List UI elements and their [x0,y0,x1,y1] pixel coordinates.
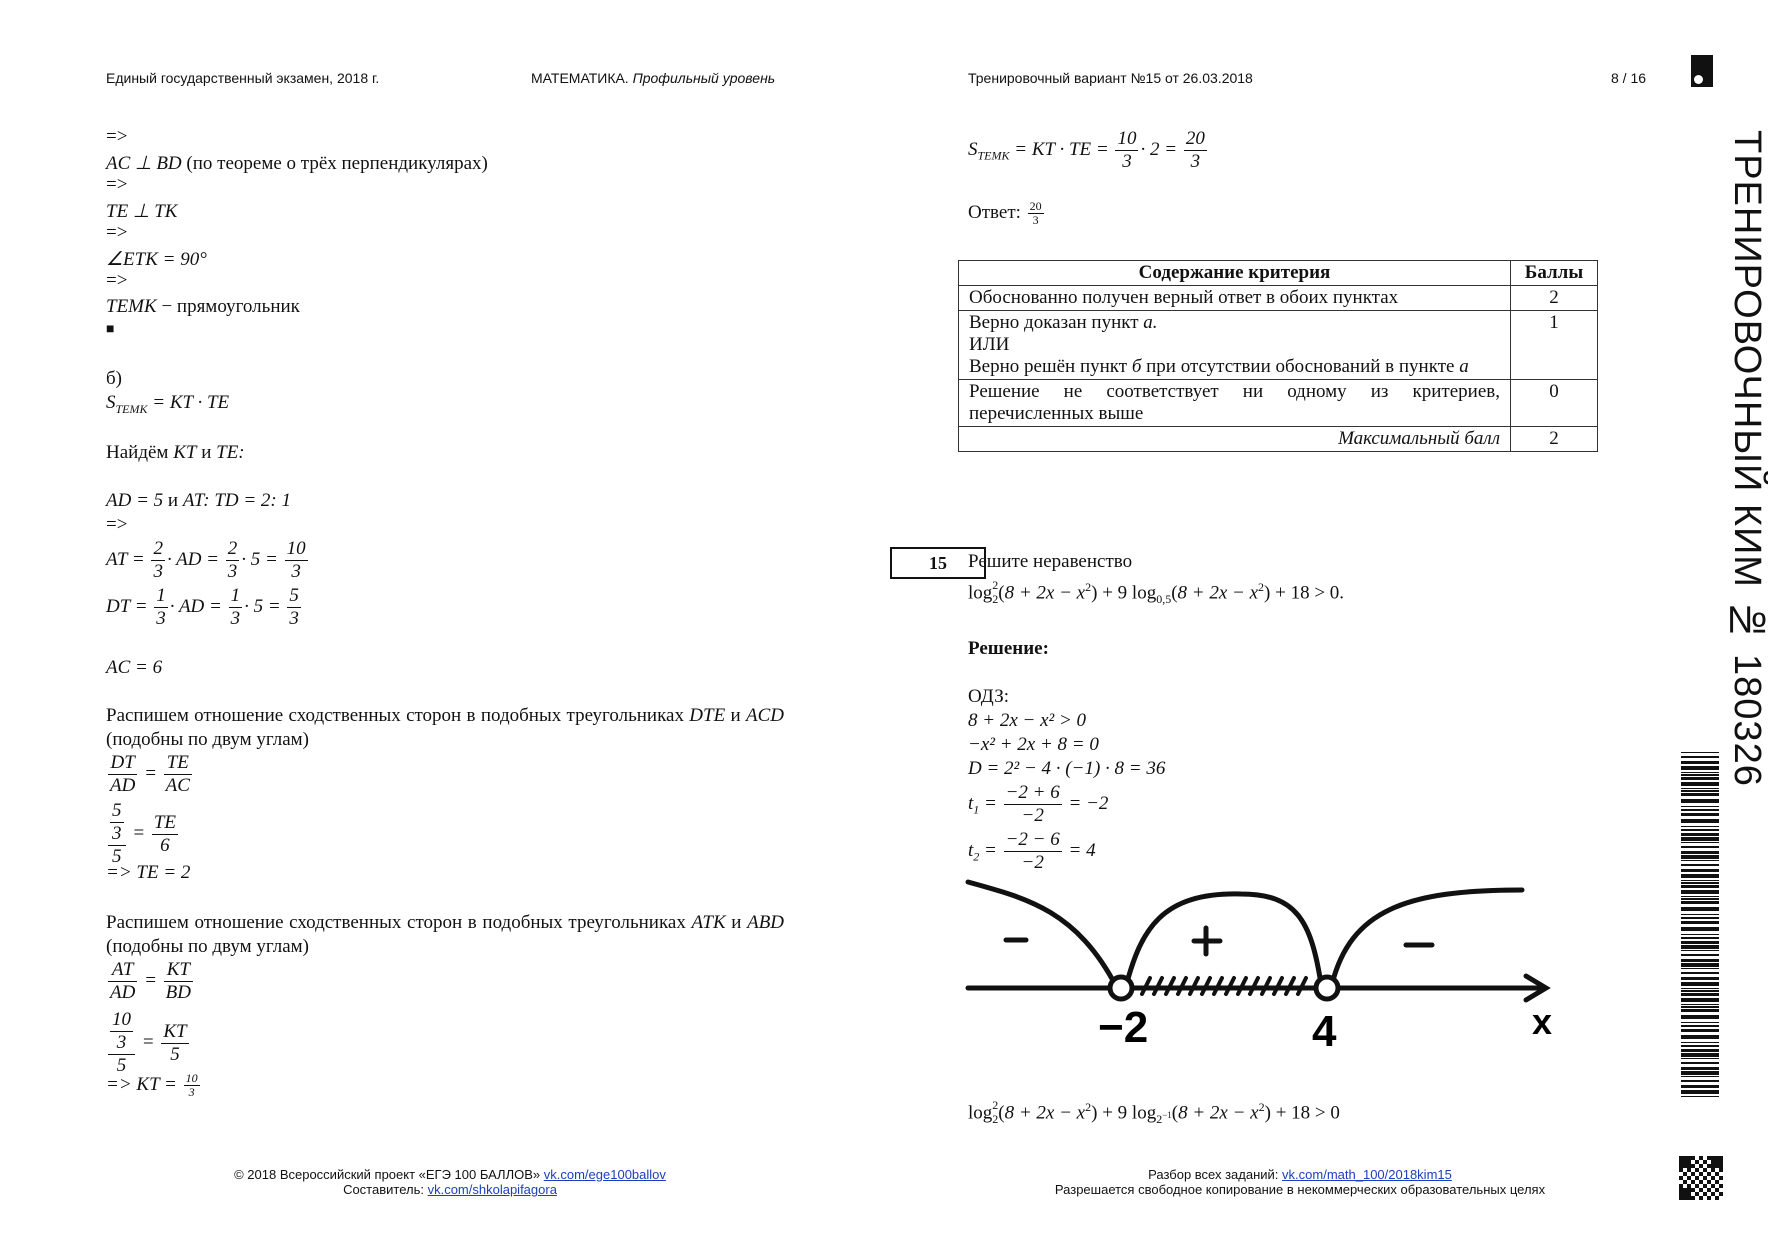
qr-code [1679,1156,1723,1200]
point-label-minus-2: −2 [1098,1003,1149,1052]
area-formula-right: $S_{TEMK}$ = KT · TE = $\frac{10}{3}$ · 2 = $\frac{20}{3}$ [968,128,1205,172]
odz-equation: −x² + 2x + 8 = 0 [968,734,1099,755]
answer-line: Ответ: $\frac{20}{3}$ [968,199,1042,227]
table-row: Решение не соответствует ни одному из критериев, перечисленных выше 0 [959,380,1598,427]
implies-3: => [106,222,128,243]
rewritten-inequality: log $_{2 2}(8 + 2x - x^2) + 9$ $\log_{2^{-1}}(8 + 2x - x^2) + 18 > 0$ [968,1098,1340,1127]
criteria-table [958,260,1598,452]
ratio-numeric-te: $\frac{\frac{5}{3}}{5}$ = $\frac{TE}{6}$ [106,800,180,868]
discriminant: D = 2² − 4 · (−1) · 8 = 36 [968,758,1166,779]
solution-label: Решение: [968,638,1049,659]
dt-formula: DT = $\frac{1}{3}$ · AD = $\frac{1}{3}$ · 5 = $\frac{5}{3}$ [106,585,299,629]
find-kt-te: Найдём KT и TE: [106,442,245,463]
task-inequality: log $_{2 2}(8 + 2x - x^2) + 9$ $\log_{0,5}(8 + 2x - x^2) + 18 > 0$. [968,578,1345,607]
at-formula: AT = $\frac{2}{3}$ · AD = $\frac{2}{3}$ · 5 = $\frac{10}{3}$ [106,538,306,582]
header-subject: МАТЕМАТИКА. Профильный уровень [531,70,776,86]
table-row: Верно доказан пункт а. ИЛИ Верно решён пункт б при отсутствии обоснований в пункте а 1 [959,311,1598,380]
link-shkolapifagora[interactable]: vk.com/shkolapifagora [427,1182,557,1197]
kt-result: => KT = $\frac{10}{3}$ [106,1071,198,1099]
odz-label: ОДЗ: [968,686,1010,707]
axis-label-x: x [1532,1001,1553,1042]
link-math-100-kim15[interactable]: vk.com/math_100/2018kim15 [1282,1167,1452,1182]
implies-5: => [106,514,128,535]
ad-at-td: AD = 5 и AT: TD = 2: 1 [106,490,292,511]
similar-triangles-para-1: Распишем отношение сходственных сторон в подобных треугольниках DTE и ACD (подобны по двум углам) [106,705,785,750]
table-row: Обоснованно получен верный ответ в обоих пунктах 2 [959,286,1598,311]
header-variant: Тренировочный вариант №15 от 26.03.2018 [968,70,1253,86]
temk-rectangle: TEMK − прямоугольник [106,296,300,317]
odz-inequality: 8 + 2x − x² > 0 [968,710,1087,731]
root-t1: $t_1$ = $\frac{-2 + 6}{-2}$ = −2 [968,782,1109,826]
ratio-numeric-kt: $\frac{\frac{10}{3}}{5}$ = $\frac{KT}{5}$ [106,1009,191,1077]
sign-interval-diagram [966,870,1562,1060]
header-level: Профильный уровень [632,70,776,86]
ratio-at-ad: $\frac{AT}{AD}$ = $\frac{KT}{BD}$ [110,959,191,1003]
logo-mark [1691,55,1713,87]
perp-ac-bd: AC ⊥ BD (по теореме о трёх перпендикулярах) [106,153,488,174]
barcode [1681,752,1719,1100]
te-result: => TE = 2 [106,862,191,883]
ac-value: AC = 6 [106,657,163,678]
angle-etk: ∠ETK = 90° [106,249,207,270]
criteria-header: Содержание критерия [959,261,1511,286]
similar-triangles-para-2: Распишем отношение сходственных сторон в подобных треугольниках ATK и ABD (подобны по двум углам) [106,912,785,957]
table-row: Максимальный балл 2 [959,427,1598,452]
area-formula-left: $S_{TEMK}$ = KT · TE [106,392,230,416]
ratio-dt-ad: $\frac{DT}{AD}$ = $\frac{TE}{AC}$ [110,752,190,796]
root-t2: $t_2$ = $\frac{-2 - 6}{-2}$ = 4 [968,829,1096,873]
qed-mark: ■ [106,322,115,337]
task-number-box: 15 [890,547,986,579]
points-header: Баллы [1511,261,1598,286]
implies-4: => [106,270,128,291]
footer-right: Разбор всех заданий: vk.com/math_100/2018kim15 Разрешается свободное копирование в некоммерческих образовательных целях [1054,1167,1546,1197]
header-page-number: 8 / 16 [1611,70,1647,86]
footer-left: © 2018 Всероссийский проект «ЕГЭ 100 БАЛЛОВ» vk.com/ege100ballov Составитель: vk.com/shkolapifagora [234,1167,666,1197]
perp-te-tk: TE ⊥ TK [106,201,178,222]
part-b-label: б) [106,368,122,389]
implies-2: => [106,174,128,195]
side-title: ТРЕНИРОВОЧНЫЙ КИМ № 180326 [1726,130,1768,787]
point-label-4: 4 [1312,1007,1337,1056]
task-statement: Решите неравенство [968,551,1133,572]
implies-1: => [106,126,128,147]
header-exam-name: Единый государственный экзамен, 2018 г. [106,70,380,86]
link-ege100ballov[interactable]: vk.com/ege100ballov [543,1167,666,1182]
